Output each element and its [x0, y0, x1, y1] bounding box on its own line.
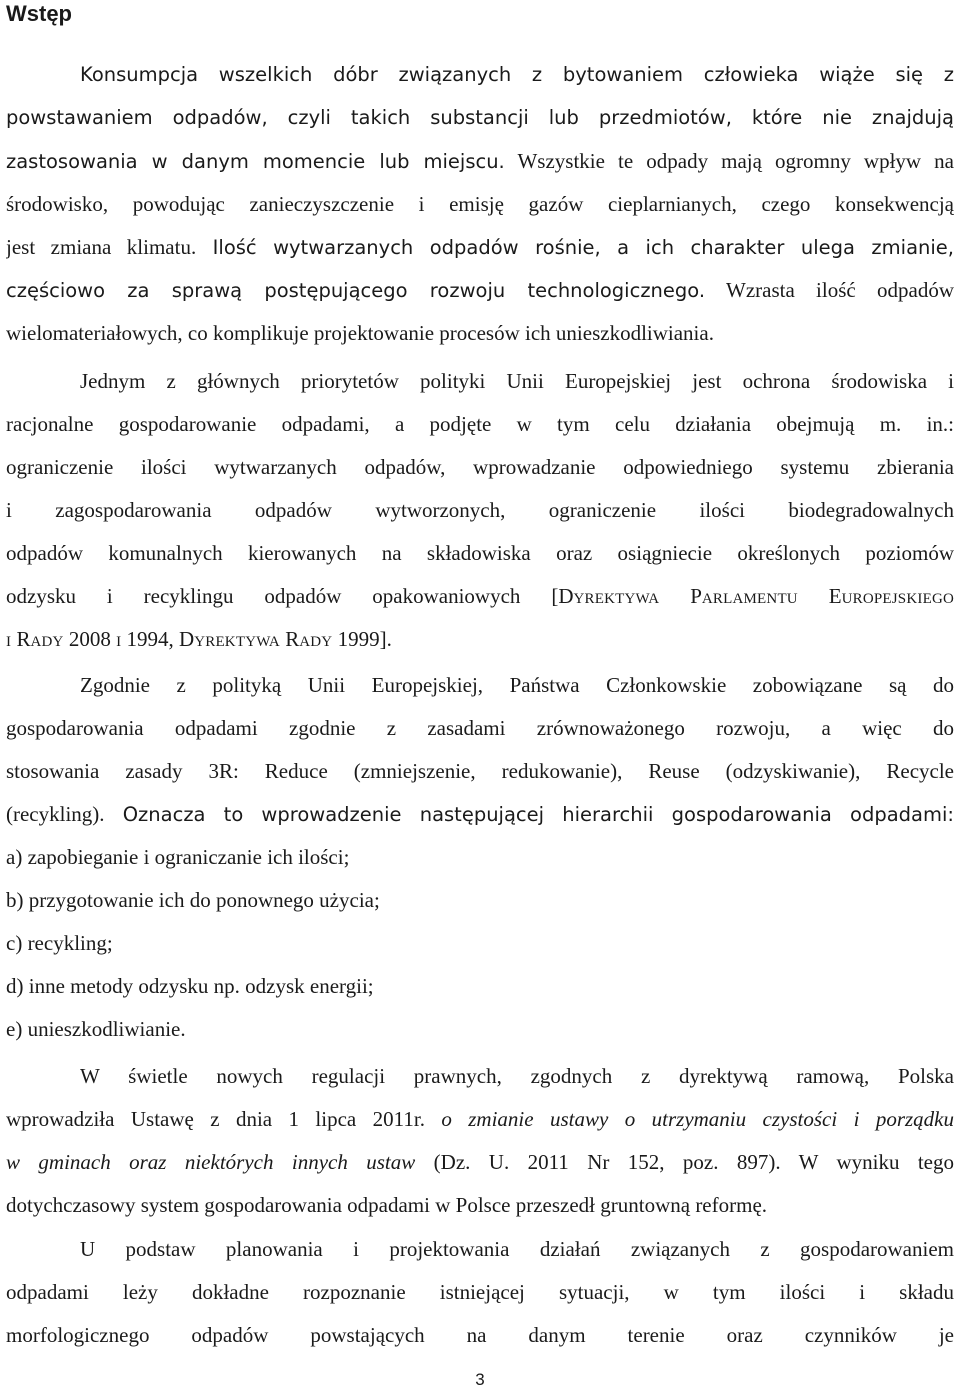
small-caps-run: I	[116, 634, 122, 650]
list-item: d) inne metody odzysku np. odzysk energii;	[6, 974, 374, 998]
small-caps-run: ADY	[299, 634, 333, 650]
paragraph-4-line-2	[6, 1104, 954, 1134]
text-run: wprowadziła Ustawę z dnia 1 lipca 2011r.	[6, 1107, 442, 1131]
text-run: Ilość wytwarzanych odpadów rośnie, a ich charakter ulega zmianie,	[196, 236, 954, 259]
list-item: b) przygotowanie ich do ponownego użycia;	[6, 888, 380, 912]
paragraph-3-line-1: Zgodnie z polityką Unii Europejskiej, Państwa Członkowskie zobowiązane są do	[80, 673, 954, 697]
paragraph-2-line-3: ograniczenie ilości wytwarzanych odpadów, wprowadzanie odpowiedniego systemu zbierania	[6, 455, 954, 479]
small-caps-run: UROPEJSKIEGO	[841, 591, 954, 607]
text-run: częściowo za sprawą postępującego rozwoju technologicznego.	[6, 279, 706, 302]
paragraph-3-line-3: stosowania zasady 3R: Reduce (zmniejszenie, redukowanie), Reuse (odzyskiwanie), Recycle	[6, 759, 954, 783]
small-caps-run: I	[6, 634, 12, 650]
list-item: c) recykling;	[6, 931, 113, 955]
text-run: odzysku i recyklingu odpadów opakowaniowych [	[6, 584, 559, 608]
paragraph-5-line-1: U podstaw planowania i projektowania działań związanych z gospodarowaniem	[80, 1237, 954, 1261]
paragraph-3-line-4	[6, 799, 954, 829]
list-item: e) unieszkodliwianie.	[6, 1017, 186, 1041]
paragraph-1-line-2: powstawaniem odpadów, czyli takich substancji lub przedmiotów, które nie znajdują	[6, 106, 954, 129]
paragraph-1-line-4: środowisko, powodując zanieczyszczenie i emisję gazów cieplarnianych, czego konsekwencją	[6, 192, 954, 216]
small-caps-run: ARLAMENTU	[701, 591, 798, 607]
italic-title-run: w gminach oraz niektórych innych ustaw	[6, 1150, 416, 1174]
paragraph-4-line-3	[6, 1147, 954, 1177]
text-run: 1994,	[121, 627, 180, 651]
text-run: D	[558, 584, 574, 608]
text-run: D	[179, 627, 195, 651]
text-run: 2008	[63, 627, 117, 651]
text-run: zastosowania w danym momencie lub miejscu.	[6, 150, 505, 173]
paragraph-1-line-3	[6, 146, 954, 176]
page-number: 3	[475, 1370, 485, 1389]
text-run: R	[16, 627, 31, 651]
italic-title-run: o zmianie ustawy o utrzymaniu czystości i porządku	[441, 1107, 954, 1131]
paragraph-1-line-1: Konsumpcja wszelkich dóbr związanych z bytowaniem człowieka wiąże się z	[80, 63, 954, 86]
paragraph-2-line-1: Jednym z głównych priorytetów polityki Unii Europejskiej jest ochrona środowiska i	[80, 369, 954, 393]
text-run: (Dz. U. 2011 Nr 152, poz. 897). W wyniku tego	[415, 1150, 954, 1174]
text-run: Oznacza to wprowadzenie następującej hierarchii gospodarowania odpadami:	[104, 803, 954, 826]
text-run: jest zmiana klimatu.	[6, 235, 197, 259]
text-run: Wszystkie te odpady mają ogromny wpływ na	[504, 149, 954, 173]
list-item: a) zapobieganie i ograniczanie ich ilości;	[6, 845, 350, 869]
section-heading: Wstęp	[6, 1, 72, 26]
text-run: E	[828, 584, 842, 608]
paragraph-5-line-2: odpadami leży dokładne rozpoznanie istniejącej sytuacji, w tym ilości i składu	[6, 1280, 954, 1304]
small-caps-run: ADY	[30, 634, 64, 650]
text-run: 1999].	[332, 627, 392, 651]
paragraph-5-line-3: morfologicznego odpadów powstających na danym terenie oraz czynników je	[6, 1323, 954, 1347]
small-caps-run: YREKTYWA	[194, 634, 280, 650]
text-run: P	[690, 584, 702, 608]
paragraph-3-line-2: gospodarowania odpadami zgodnie z zasadami zrównoważonego rozwoju, a więc do	[6, 716, 954, 740]
paragraph-2-line-6	[6, 581, 954, 611]
paragraph-4-line-1: W świetle nowych regulacji prawnych, zgodnych z dyrektywą ramową, Polska	[80, 1064, 954, 1088]
paragraph-1-line-5	[6, 232, 954, 262]
text-run: Wzrasta ilość odpadów	[705, 278, 954, 302]
paragraph-2-line-7	[6, 624, 954, 654]
small-caps-run: YREKTYWA	[573, 591, 660, 607]
paragraph-4-line-4: dotychczasowy system gospodarowania odpadami w Polsce przeszedł gruntowną reformę.	[6, 1193, 768, 1217]
paragraph-1-line-6	[6, 275, 954, 305]
paragraph-2-line-4: i zagospodarowania odpadów wytworzonych, ograniczenie ilości biodegradowalnych	[6, 498, 954, 522]
text-run: R	[285, 627, 300, 651]
paragraph-1-line-7: wielomateriałowych, co komplikuje projektowanie procesów ich unieszkodliwiania.	[6, 321, 714, 345]
paragraph-2-line-5: odpadów komunalnych kierowanych na składowiska oraz osiągniecie określonych poziomów	[6, 541, 954, 565]
paragraph-2-line-2: racjonalne gospodarowanie odpadami, a podjęte w tym celu działania obejmują m. in.:	[6, 412, 954, 436]
text-run: (recykling).	[6, 802, 105, 826]
